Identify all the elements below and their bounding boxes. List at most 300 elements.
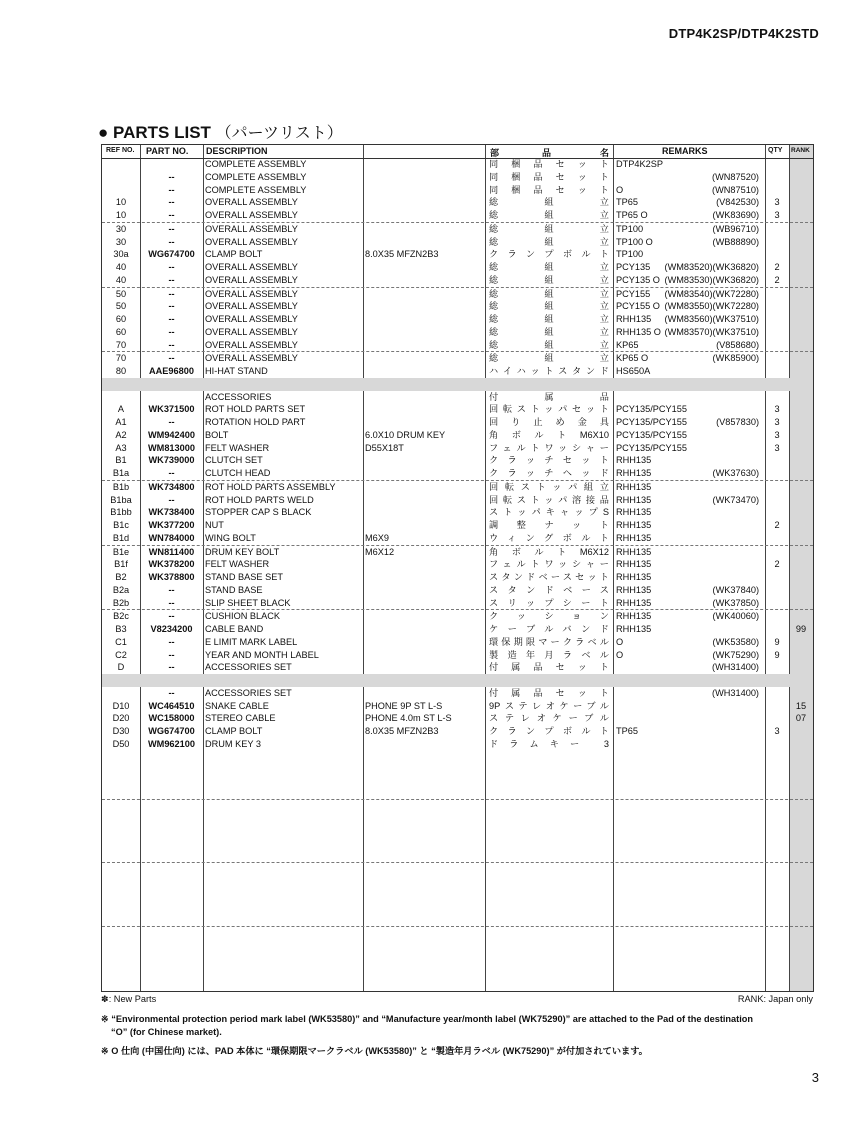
remarks-code-cell: (WN87510) xyxy=(712,184,759,195)
table-row xyxy=(102,661,813,674)
qty-cell: 3 xyxy=(774,417,780,427)
part-no-cell: WK734800 xyxy=(148,481,195,492)
remarks-code-cell: (WM83560)(WK37510) xyxy=(664,314,759,324)
part-no-cell: -- xyxy=(168,223,175,234)
description-cell: WING BOLT xyxy=(205,532,256,543)
ref-no-cell: 30 xyxy=(115,236,127,247)
part-no-cell: V8234200 xyxy=(150,624,193,634)
remarks-cell: TP100 xyxy=(616,249,644,260)
japanese-name-cell: 付属品セット xyxy=(489,687,609,698)
row-divider xyxy=(102,862,813,863)
description-cell: NUT xyxy=(205,520,224,530)
header-part: PART NO. xyxy=(146,146,189,156)
note-mark: ※ xyxy=(101,1046,109,1056)
header-rank: RANK xyxy=(791,147,810,154)
part-no-cell: -- xyxy=(168,417,175,427)
part-no-cell: -- xyxy=(168,326,175,337)
japanese-name-cell: 付属品 xyxy=(489,391,609,402)
page-title xyxy=(98,120,343,143)
table-row xyxy=(102,571,813,584)
description-cell: OVERALL ASSEMBLY xyxy=(205,223,298,234)
table-row xyxy=(102,558,813,571)
table-row xyxy=(102,636,813,649)
env-note-en xyxy=(101,1013,821,1039)
description-cell: E LIMIT MARK LABEL xyxy=(205,636,298,647)
part-no-cell: -- xyxy=(168,210,175,220)
remarks-code-cell: (WK37840) xyxy=(712,584,759,595)
japanese-name-cell: 総組立 xyxy=(489,223,609,234)
env-note-en-line1: “Environmental protection period mark label (WK53580)” and “Manufacture year/month label (WK75290)” are attached to the Pad of the destination xyxy=(111,1014,753,1024)
japanese-name-cell: ケーブルバンド xyxy=(489,624,609,634)
description-cell: ROT HOLD PARTS SET xyxy=(205,404,306,415)
japanese-name-cell: ステレオケーブル xyxy=(489,713,609,724)
ref-no-cell: B2 xyxy=(115,572,127,582)
remarks-code-cell: (WK37630) xyxy=(712,468,759,478)
ref-no-cell: A xyxy=(117,404,125,415)
japanese-name-cell: 総組立 xyxy=(489,288,609,299)
remarks-cell: RHH135 xyxy=(616,455,652,466)
table-row xyxy=(102,288,813,301)
spec-cell: D55X18T xyxy=(365,442,404,453)
part-no-cell: -- xyxy=(168,353,175,364)
ref-no-cell: D30 xyxy=(112,726,130,736)
part-no-cell: -- xyxy=(168,649,175,660)
remarks-code-cell: (WK53580) xyxy=(712,636,759,647)
ref-no-cell: 30 xyxy=(115,223,127,234)
japanese-name-cell: 総組立 xyxy=(489,274,609,285)
ref-no-cell: 40 xyxy=(115,262,127,272)
remarks-cell: RHH135 xyxy=(616,481,652,492)
remarks-cell: KP65 xyxy=(616,339,639,350)
part-no-cell: WK378800 xyxy=(148,572,195,582)
env-note-jp-text: O 仕向 (中国仕向) には、PAD 本体に “環保期限マークラベル (WK53580)” と “製造年月ラベル (WK75290)” が付加されています。 xyxy=(111,1046,648,1056)
env-note-en-line2: “O” (for Chinese market). xyxy=(111,1027,222,1037)
part-no-cell: WG674700 xyxy=(148,249,195,260)
table-row xyxy=(102,158,813,171)
description-cell: OVERALL ASSEMBLY xyxy=(205,274,298,285)
table-row xyxy=(102,506,813,519)
description-cell: CLAMP BOLT xyxy=(205,726,263,736)
remarks-cell: PCY135 O xyxy=(616,274,660,285)
remarks-code-cell: (WM83540)(WK72280) xyxy=(664,288,759,299)
part-no-cell: WK377200 xyxy=(148,520,195,530)
part-no-cell: -- xyxy=(168,662,175,673)
part-no-cell: -- xyxy=(168,262,175,272)
remarks-cell: RHH135 xyxy=(616,532,652,543)
remarks-cell: PCY135/PCY155 xyxy=(616,404,687,415)
japanese-name-cell: 同梱品セット xyxy=(489,159,609,169)
remarks-code-cell: (V857830) xyxy=(716,417,759,427)
description-cell: OVERALL ASSEMBLY xyxy=(205,301,298,312)
table-header xyxy=(102,145,813,159)
ref-no-cell: B1d xyxy=(112,532,130,543)
japanese-name-cell: 総組立 xyxy=(489,353,609,364)
remarks-cell: TP100 O xyxy=(616,236,653,247)
remarks-cell: PCY155 xyxy=(616,288,651,299)
japanese-name-cell: 総組立 xyxy=(489,339,609,350)
remarks-code-cell: (WK75290) xyxy=(712,649,759,660)
qty-cell: 3 xyxy=(774,197,780,208)
japanese-name-cell: フェルトワッシャー xyxy=(489,559,609,570)
part-no-cell: WK371500 xyxy=(148,404,195,415)
remarks-cell: DTP4K2SP xyxy=(616,159,663,169)
part-no-cell: -- xyxy=(168,687,175,698)
japanese-name-cell: 回転ストッパ溶接品 xyxy=(489,494,609,505)
ref-no-cell: 70 xyxy=(115,353,127,364)
table-row xyxy=(102,687,813,700)
description-cell: CABLE BAND xyxy=(205,624,264,634)
page-number: 3 xyxy=(811,1070,819,1085)
table-row xyxy=(102,274,813,288)
title-jp: （パーツリスト） xyxy=(215,125,343,142)
new-parts-note: ✽: New Parts xyxy=(101,994,157,1004)
table-row xyxy=(102,339,813,353)
description-cell: ACCESSORIES SET xyxy=(205,687,292,698)
header-qty: QTY xyxy=(768,147,783,154)
remarks-code-cell: (WH31400) xyxy=(712,662,759,673)
spec-cell: M6X9 xyxy=(365,532,390,543)
table-row xyxy=(102,365,813,378)
description-cell: ACCESSORIES SET xyxy=(205,662,292,673)
remarks-cell: RHH135 xyxy=(616,597,652,608)
remarks-cell: RHH135 xyxy=(616,572,652,582)
qty-cell: 3 xyxy=(774,726,780,736)
part-no-cell: WK738400 xyxy=(148,507,195,518)
part-no-cell: WM962100 xyxy=(148,738,195,749)
table-row xyxy=(102,597,813,611)
header-jp-3: 名 xyxy=(600,148,610,158)
table-row xyxy=(102,725,813,738)
ref-no-cell: A2 xyxy=(115,429,127,440)
description-cell: STAND BASE xyxy=(205,584,263,595)
table-row xyxy=(102,236,813,249)
part-no-cell: -- xyxy=(168,314,175,324)
japanese-name-cell: 総組立 xyxy=(489,210,609,220)
remarks-cell: TP100 xyxy=(616,223,644,234)
ref-no-cell: B2c xyxy=(113,611,129,622)
remarks-code-cell: (WM83530)(WK36820) xyxy=(664,274,759,285)
ref-no-cell: B1a xyxy=(112,468,130,478)
table-row xyxy=(102,738,813,751)
table-row xyxy=(102,223,813,236)
table-row xyxy=(102,196,813,209)
remarks-cell: RHH135 xyxy=(616,314,652,324)
remarks-code-cell: (WK37850) xyxy=(712,597,759,608)
remarks-cell: RHH135 xyxy=(616,520,652,530)
description-cell: CLAMP BOLT xyxy=(205,249,263,260)
japanese-name-cell: 付属品セット xyxy=(489,662,609,673)
part-no-cell: -- xyxy=(168,597,175,608)
description-cell: OVERALL ASSEMBLY xyxy=(205,262,298,272)
part-no-cell: -- xyxy=(168,468,175,478)
spec-cell: 8.0X35 MFZN2B3 xyxy=(365,249,439,260)
table-row xyxy=(102,300,813,313)
remarks-cell: PCY155 O xyxy=(616,301,660,312)
table-row xyxy=(102,391,813,404)
remarks-cell: KP65 O xyxy=(616,353,649,364)
remarks-cell: PCY135/PCY155 xyxy=(616,442,687,453)
part-no-cell: -- xyxy=(168,611,175,622)
description-cell: STAND BASE SET xyxy=(205,572,283,582)
remarks-code-cell: (WH31400) xyxy=(712,687,759,698)
description-cell: STEREO CABLE xyxy=(205,713,276,724)
remarks-code-cell: (V858680) xyxy=(716,339,759,350)
ref-no-cell: 50 xyxy=(115,288,127,299)
part-no-cell: -- xyxy=(168,171,175,182)
remarks-cell: HS650A xyxy=(616,366,651,376)
ref-no-cell: B2a xyxy=(112,584,130,595)
qty-cell: 3 xyxy=(774,442,780,453)
japanese-name-cell: スタンドベースセット xyxy=(489,572,609,582)
ref-no-cell: C2 xyxy=(115,649,127,660)
remarks-cell: RHH135 xyxy=(616,624,652,634)
description-cell: COMPLETE ASSEMBLY xyxy=(205,184,307,195)
japanese-name-cell: クラッチヘッド xyxy=(489,468,609,478)
description-cell: CUSHION BLACK xyxy=(205,611,281,622)
remarks-code-cell: (WM83550)(WK72280) xyxy=(664,301,759,312)
description-cell: ROTATION HOLD PART xyxy=(205,417,306,427)
ref-no-cell: 50 xyxy=(115,301,127,312)
table-row xyxy=(102,519,813,532)
remarks-cell: RHH135 xyxy=(616,507,652,518)
japanese-name-cell: 環保期限マークラベル xyxy=(489,636,609,647)
japanese-name-cell: 回転ストッパ組立 xyxy=(489,481,609,492)
bullet-icon: ● xyxy=(98,123,109,142)
description-cell: BOLT xyxy=(205,429,229,440)
japanese-name-cell: 総組立 xyxy=(489,262,609,272)
japanese-name-cell: クッション xyxy=(489,611,609,622)
description-cell: FELT WASHER xyxy=(205,442,270,453)
table-row xyxy=(102,442,813,455)
japanese-name-cell: 総組立 xyxy=(489,301,609,312)
row-divider xyxy=(102,926,813,927)
japanese-name-cell: クランプボルト xyxy=(489,249,609,260)
part-no-cell: WC158000 xyxy=(148,713,195,724)
japanese-name-cell: クラッチセット xyxy=(489,455,609,466)
header-ref: REF NO. xyxy=(106,147,135,154)
description-cell: COMPLETE ASSEMBLY xyxy=(205,171,307,182)
header-remarks: REMARKS xyxy=(662,146,708,156)
table-row xyxy=(102,429,813,442)
qty-cell: 3 xyxy=(774,404,780,415)
remarks-cell: O xyxy=(616,184,624,195)
japanese-name-cell: 製造年月ラベル xyxy=(489,649,609,660)
description-cell: DRUM KEY 3 xyxy=(205,738,261,749)
spec-cell: 8.0X35 MFZN2B3 xyxy=(365,726,439,736)
remarks-cell: TP65 O xyxy=(616,210,648,220)
ref-no-cell: B1f xyxy=(114,559,128,570)
japanese-name-cell: スリップシート xyxy=(489,597,609,608)
table-row xyxy=(102,261,813,274)
part-no-cell: -- xyxy=(168,301,175,312)
remarks-code-cell: (V842530) xyxy=(716,197,759,208)
table-row xyxy=(102,248,813,261)
japanese-name-cell: スタンドベース xyxy=(489,584,609,595)
description-cell: FELT WASHER xyxy=(205,559,270,570)
ref-no-cell: A1 xyxy=(115,417,127,427)
ref-no-cell: B1e xyxy=(112,546,130,557)
rank-cell: 15 xyxy=(795,700,807,711)
ref-no-cell: B3 xyxy=(115,624,127,634)
remarks-cell: RHH135 xyxy=(616,494,652,505)
ref-no-cell: 80 xyxy=(115,366,127,376)
ref-no-cell: B1bb xyxy=(110,507,132,518)
remarks-code-cell: (WN87520) xyxy=(712,171,759,182)
table-row xyxy=(102,313,813,326)
table-row xyxy=(102,171,813,184)
table-row xyxy=(102,649,813,662)
remarks-cell: RHH135 xyxy=(616,611,652,622)
header-desc: DESCRIPTION xyxy=(206,146,268,156)
japanese-name-cell: ウィングボルト xyxy=(489,532,609,543)
table-row xyxy=(102,209,813,223)
table-row xyxy=(102,623,813,636)
part-no-cell: WG674700 xyxy=(148,726,195,736)
description-cell: HI-HAT STAND xyxy=(205,366,268,376)
ref-no-cell: B1c xyxy=(113,520,129,530)
ref-no-cell: D10 xyxy=(112,700,130,711)
parts-table xyxy=(101,144,814,992)
ref-no-cell: B1ba xyxy=(110,494,132,505)
part-no-cell: -- xyxy=(168,288,175,299)
description-cell: COMPLETE ASSEMBLY xyxy=(205,159,307,169)
part-no-cell: -- xyxy=(168,494,175,505)
japanese-name-cell: ハイハットスタンド xyxy=(489,366,609,376)
japanese-name-cell: 調整ナット xyxy=(489,520,609,530)
qty-cell: 2 xyxy=(774,559,780,570)
part-no-cell: -- xyxy=(168,184,175,195)
remarks-cell: RHH135 xyxy=(616,546,652,557)
part-no-cell: -- xyxy=(168,197,175,208)
table-row xyxy=(102,494,813,507)
table-body xyxy=(102,158,813,751)
env-note-jp xyxy=(101,1043,821,1057)
description-cell: CLUTCH HEAD xyxy=(205,468,271,478)
japanese-name-cell: 角ボルトM6X10 xyxy=(489,429,609,440)
remarks-code-cell: (WK73470) xyxy=(712,494,759,505)
ref-no-cell: B2b xyxy=(112,597,130,608)
part-no-cell: -- xyxy=(168,584,175,595)
table-row xyxy=(102,546,813,559)
table-row xyxy=(102,610,813,623)
title-main: PARTS LIST xyxy=(113,123,211,142)
header-jp-1: 部 xyxy=(490,148,500,158)
qty-cell: 2 xyxy=(774,520,780,530)
japanese-name-cell: 総組立 xyxy=(489,314,609,324)
remarks-cell: RHH135 O xyxy=(616,326,661,337)
description-cell: OVERALL ASSEMBLY xyxy=(205,210,298,220)
table-row xyxy=(102,403,813,416)
section-separator-row xyxy=(102,378,813,391)
qty-cell: 3 xyxy=(774,210,780,220)
part-no-cell: WK378200 xyxy=(148,559,195,570)
ref-no-cell: 60 xyxy=(115,326,127,337)
description-cell: OVERALL ASSEMBLY xyxy=(205,236,298,247)
description-cell: YEAR AND MONTH LABEL xyxy=(205,649,319,660)
ref-no-cell: 10 xyxy=(115,210,127,220)
table-row xyxy=(102,700,813,713)
qty-cell: 3 xyxy=(774,429,780,440)
qty-cell: 9 xyxy=(774,649,780,660)
part-no-cell: -- xyxy=(168,636,175,647)
part-no-cell: -- xyxy=(168,274,175,285)
japanese-name-cell: 総組立 xyxy=(489,236,609,247)
ref-no-cell: 30a xyxy=(113,249,129,260)
description-cell: OVERALL ASSEMBLY xyxy=(205,326,298,337)
ref-no-cell: B1b xyxy=(112,481,130,492)
description-cell: ROT HOLD PARTS WELD xyxy=(205,494,314,505)
header-jp-2: 品 xyxy=(542,148,552,158)
part-no-cell: WC464510 xyxy=(148,700,195,711)
table-row xyxy=(102,352,813,365)
japanese-name-cell: 9Pステレオケーブル xyxy=(489,700,609,711)
description-cell: CLUTCH SET xyxy=(205,455,263,466)
remarks-code-cell: (WM83520)(WK36820) xyxy=(664,262,759,272)
ref-no-cell: C1 xyxy=(115,636,127,647)
table-row xyxy=(102,532,813,546)
japanese-name-cell: 同梱品セット xyxy=(489,184,609,195)
remarks-cell: O xyxy=(616,649,624,660)
table-row xyxy=(102,467,813,481)
remarks-cell: PCY135/PCY155 xyxy=(616,417,687,427)
part-no-cell: -- xyxy=(168,339,175,350)
model-header: DTP4K2SP/DTP4K2STD xyxy=(668,26,819,41)
remarks-cell: RHH135 xyxy=(616,559,652,570)
description-cell: OVERALL ASSEMBLY xyxy=(205,353,298,364)
ref-no-cell: B1 xyxy=(115,455,127,466)
row-divider xyxy=(102,799,813,800)
spec-cell: PHONE 9P ST L-S xyxy=(365,700,443,711)
ref-no-cell: 40 xyxy=(115,274,127,285)
table-row xyxy=(102,712,813,725)
part-no-cell: WM942400 xyxy=(148,429,195,440)
part-no-cell: -- xyxy=(168,236,175,247)
remarks-code-cell: (WK83690) xyxy=(712,210,759,220)
remarks-cell: PCY135/PCY155 xyxy=(616,429,687,440)
remarks-code-cell: (WK85900) xyxy=(712,353,759,364)
remarks-cell: TP65 xyxy=(616,726,638,736)
table-row xyxy=(102,416,813,429)
table-row xyxy=(102,454,813,467)
japanese-name-cell: 同梱品セット xyxy=(489,171,609,182)
table-row xyxy=(102,184,813,197)
description-cell: ACCESSORIES xyxy=(205,391,272,402)
japanese-name-cell: 角ボルトM6X12 xyxy=(489,546,609,557)
japanese-name-cell: 総組立 xyxy=(489,197,609,208)
japanese-name-cell: クランプボルト xyxy=(489,726,609,736)
qty-cell: 9 xyxy=(774,636,780,647)
ref-no-cell: D20 xyxy=(112,713,130,724)
part-no-cell: WM813000 xyxy=(148,442,195,453)
remarks-code-cell: (WB88890) xyxy=(712,236,759,247)
description-cell: OVERALL ASSEMBLY xyxy=(205,339,298,350)
japanese-name-cell: 総組立 xyxy=(489,326,609,337)
japanese-name-cell: ストッパキャップS xyxy=(489,507,609,518)
part-no-cell: WN811400 xyxy=(148,546,195,557)
ref-no-cell: 60 xyxy=(115,314,127,324)
description-cell: OVERALL ASSEMBLY xyxy=(205,314,298,324)
section-separator-row xyxy=(102,674,813,687)
ref-no-cell: D xyxy=(117,662,125,673)
spec-cell: M6X12 xyxy=(365,546,395,557)
part-no-cell: AAE96800 xyxy=(149,366,194,376)
remarks-cell: O xyxy=(616,636,624,647)
remarks-code-cell: (WM83570)(WK37510) xyxy=(664,326,759,337)
ref-no-cell: 70 xyxy=(115,339,127,350)
description-cell: STOPPER CAP S BLACK xyxy=(205,507,312,518)
note-mark: ※ xyxy=(101,1014,109,1024)
qty-cell: 2 xyxy=(774,274,780,285)
